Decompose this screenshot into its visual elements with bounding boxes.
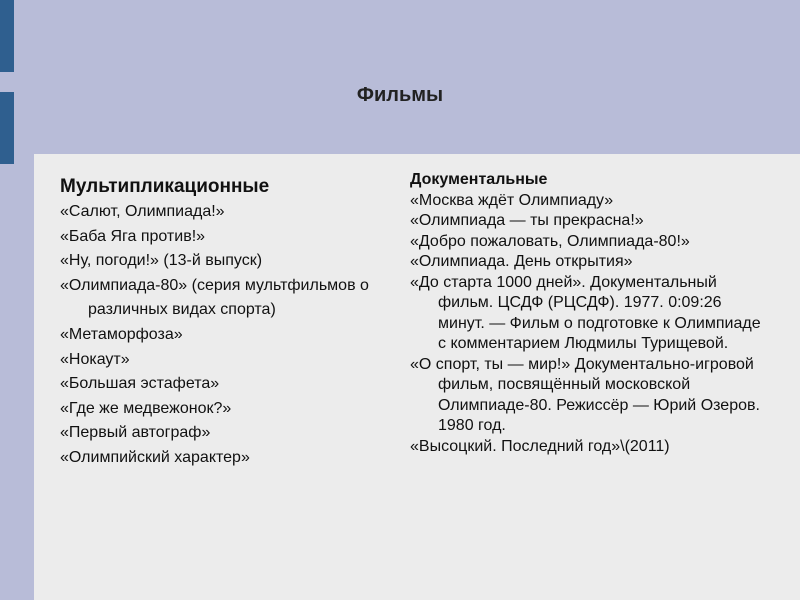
list-item: «Олимпиада. День открытия»: [410, 253, 633, 270]
list-item: «Баба Яга против!»: [60, 227, 206, 245]
list-item: «Метаморфоза»: [60, 325, 183, 343]
list-item: «До старта 1000 дней». Документальный фильм. ЦСДФ (РЦСДФ). 1977. 0:09:26 минут. — Фильм о подготовке к Олимпиаде с комментарием Людмилы Турищевой.: [410, 273, 761, 352]
slide-title: Фильмы: [356, 84, 444, 106]
list-item: «Ну, погоди!» (13-й выпуск): [60, 252, 263, 270]
animated-heading: Мультипликационные: [60, 176, 270, 197]
list-item: «Добро пожаловать, Олимпиада-80!»: [410, 232, 690, 250]
list-item: «Олимпиада-80» (серия мультфильмов о различных видах спорта): [60, 276, 369, 319]
animated-films-column: [60, 174, 380, 471]
documentary-films-column: [410, 170, 770, 457]
list-item: «Салют, Олимпиада!»: [60, 203, 225, 220]
documentary-heading: Документальные: [410, 171, 548, 188]
list-item: «Где же медвежонок?»: [60, 399, 232, 417]
list-item: «Москва ждёт Олимпиаду»: [410, 191, 614, 209]
list-item: «Олимпийский характер»: [60, 448, 250, 466]
decor-bar-top: [0, 0, 14, 72]
list-item: «Первый автограф»: [60, 424, 211, 442]
list-item: «О спорт, ты — мир!» Документально-игровой фильм, посвящённый московской Олимпиаде-80. Режиссёр — Юрий Озеров. 1980 год.: [410, 355, 760, 434]
list-item: «Высоцкий. Последний год»\(2011): [410, 437, 670, 455]
list-item: «Олимпиада — ты прекрасна!»: [410, 212, 644, 229]
list-item: «Нокаут»: [60, 350, 130, 368]
list-item: «Большая эстафета»: [60, 375, 220, 393]
